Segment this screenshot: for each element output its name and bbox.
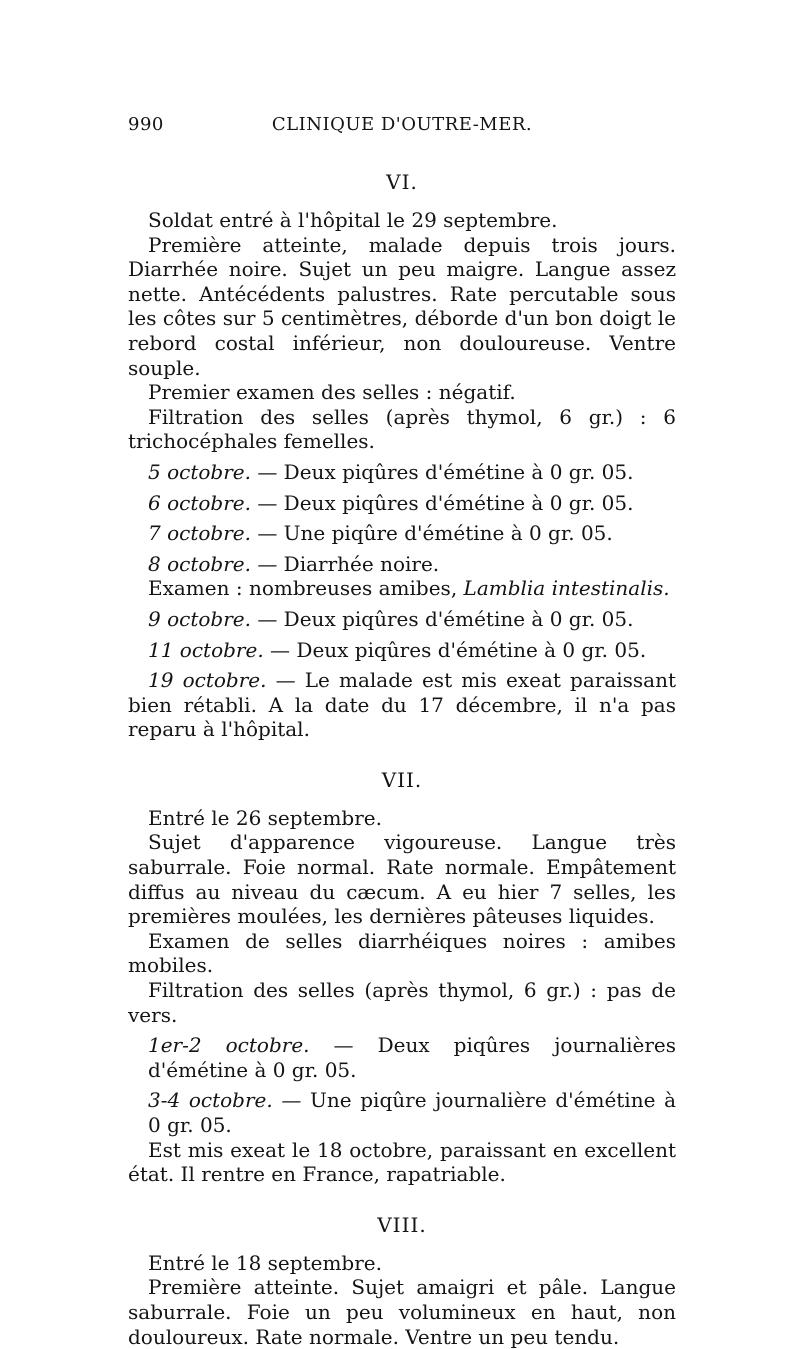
exam-line — [128, 576, 676, 601]
entry-date: 8 octobre. — [148, 551, 251, 576]
dated-entry — [148, 638, 676, 663]
dated-entry — [148, 1033, 676, 1082]
paragraph: Première atteinte, malade depuis trois jours. Diarrhée noire. Sujet un peu maigre. Langue assez nette. Antécédents palustres. Rate percutable sous les côtes sur 5 centimètres, déborde d'un bon doigt le rebord costal inférieur, non douloureuse. Ventre souple. — [128, 232, 676, 380]
paragraph: Soldat entré à l'hôpital le 29 septembre. — [148, 208, 558, 232]
entry-text: — Le malade est mis exeat paraissant bien rétabli. A la date du 17 décembre, il n'a pas reparu à l'hôpital. — [128, 668, 677, 742]
entry-text: — Diarrhée noire. — [257, 551, 440, 576]
dated-entry — [148, 552, 676, 577]
entry-date: 7 octobre. — [148, 521, 251, 546]
dated-entry — [148, 521, 676, 546]
entry-text: — Deux piqûres d'émétine à 0 gr. 05. — [257, 490, 634, 515]
entry-text: — Une piqûre d'émétine à 0 gr. 05. — [257, 521, 613, 546]
entry-text: — Deux piqûres d'émétine à 0 gr. 05. — [257, 459, 634, 484]
paragraph: Filtration des selles (après thymol, 6 gr.) : pas de vers. — [128, 978, 676, 1027]
entry-date: 6 octobre. — [148, 490, 251, 515]
section-heading: VII. — [381, 767, 423, 792]
exam-text: Examen : nombreuses amibes, — [148, 576, 464, 601]
entry-text: — Une piqûre journalière d'émétine à 0 gr. 05. — [148, 1088, 676, 1137]
paragraph: Filtration des selles (après thymol, 6 gr.) : 6 trichocéphales femelles. — [128, 404, 676, 454]
exam-italic: Lamblia intestinalis. — [463, 576, 670, 601]
dated-entry — [148, 491, 676, 516]
paragraph: Premier examen des selles : négatif. — [148, 380, 516, 405]
paragraph: Entré le 18 septembre. — [148, 1250, 382, 1275]
page-body — [128, 170, 676, 1349]
paragraph: Entré le 26 septembre. — [148, 805, 382, 830]
entry-date: 1er-2 octobre. — [148, 1033, 310, 1058]
section-heading: VI. — [386, 170, 418, 194]
entry-date: 5 octobre. — [148, 459, 251, 484]
entry-text: — Deux piqûres d'émétine à 0 gr. 05. — [257, 606, 634, 631]
paragraph: Examen de selles diarrhéiques noires : amibes mobiles. — [128, 928, 676, 978]
entry-text: — Deux piqûres journalières d'émétine à 0 gr. 05. — [148, 1033, 676, 1082]
dated-entry — [148, 607, 676, 632]
running-title: CLINIQUE D'OUTRE-MER. — [271, 114, 533, 135]
case-section-vi — [128, 170, 676, 742]
paragraph: Première atteinte. Sujet amaigri et pâle. Langue saburrale. Foie un peu volumineux en haut, non douloureux. Rate normale. Ventre un peu tendu. — [128, 1275, 676, 1349]
entry-date: 3-4 octobre. — [148, 1088, 273, 1113]
case-section-viii — [128, 1213, 676, 1349]
section-heading: VIII. — [377, 1212, 427, 1237]
entry-date: 19 octobre. — [148, 668, 267, 693]
paragraph: Sujet d'apparence vigoureuse. Langue très saburrale. Foie normal. Rate normale. Empâtement diffus au niveau du cæcum. A eu hier 7 selles, les premières moulées, les dernières pâteuses liquides. — [128, 830, 676, 929]
case-section-vii — [128, 768, 676, 1187]
page-number: 990 — [128, 114, 164, 135]
dated-entry — [148, 1088, 676, 1137]
entry-text: — Deux piqûres d'émétine à 0 gr. 05. — [270, 637, 647, 662]
dated-entry — [148, 460, 676, 485]
entry-date: 9 octobre. — [148, 606, 251, 631]
paragraph: Est mis exeat le 18 octobre, paraissant en excellent état. Il rentre en France, rapatriable. — [128, 1137, 676, 1187]
closing-entry — [128, 668, 676, 742]
entry-date: 11 octobre. — [148, 637, 264, 662]
